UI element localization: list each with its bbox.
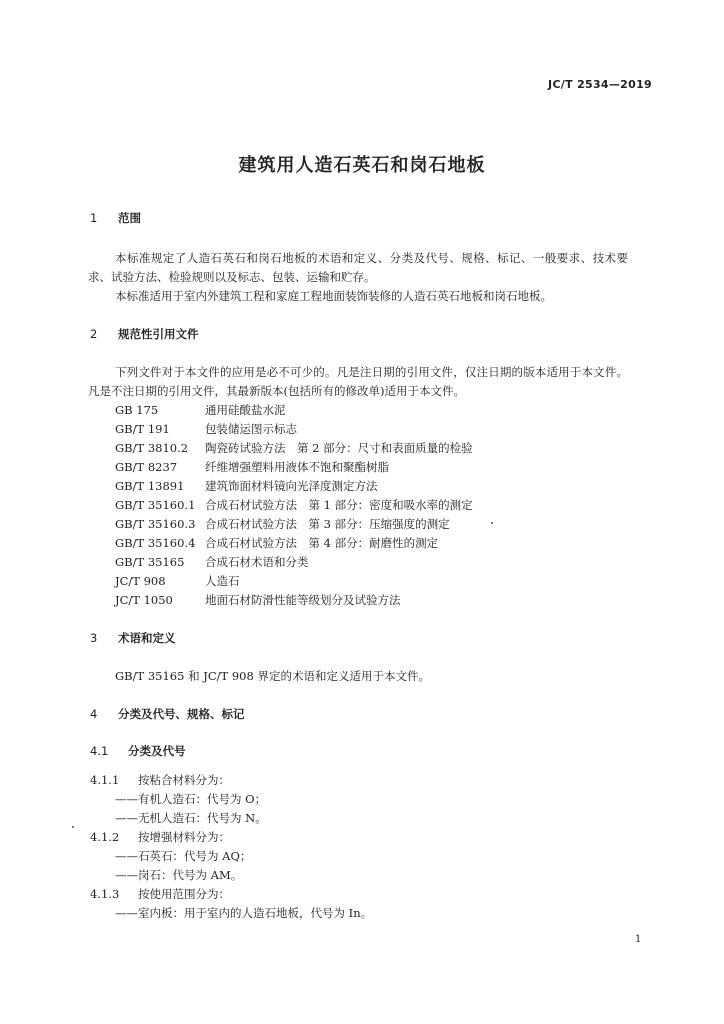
list-item: ——无机人造石：代号为 N。 (115, 811, 267, 825)
section-title: 分类及代号、规格、标记 (118, 707, 245, 721)
reference-code: GB/T 3810.2 (115, 441, 189, 455)
reference-title: 纤维增强塑料用液体不饱和聚酯树脂 (205, 460, 389, 474)
section-1-heading (90, 210, 141, 226)
reference-code: JC/T 1050 (115, 593, 173, 607)
clause-number: 4.1.1 (90, 773, 120, 787)
clause-4-1-3 (90, 886, 230, 902)
reference-code: GB/T 13891 (115, 479, 185, 493)
reference-title: 合成石材试验方法 第 3 部分：压缩强度的测定 (205, 517, 450, 531)
section-number: 3 (90, 631, 98, 645)
list-item: ——岗石：代号为 AM。 (115, 868, 243, 882)
clause-text: 按粘合材料分为： (138, 773, 230, 787)
reference-item (115, 402, 286, 418)
reference-item (115, 516, 450, 532)
clause-4-1-2 (90, 829, 230, 845)
section-number: 4.1 (90, 744, 109, 758)
reference-item (115, 497, 473, 513)
reference-title: 陶瓷砖试验方法 第 2 部分：尺寸和表面质量的检验 (205, 441, 473, 455)
paragraph-line: 求、试验方法、检验规则以及标志、包装、运输和贮存。 (88, 270, 376, 284)
reference-title: 地面石材防滑性能等级划分及试验方法 (205, 593, 401, 607)
paragraph-line: 凡是不注日期的引用文件，其最新版本(包括所有的修改单)适用于本文件。 (88, 384, 465, 398)
reference-code: GB/T 35160.1 (115, 498, 196, 512)
list-item: ——有机人造石：代号为 O； (115, 792, 267, 806)
list-item: ——石英石：代号为 AQ； (115, 849, 252, 863)
section-title: 规范性引用文件 (118, 327, 199, 341)
reference-title: 人造石 (205, 574, 240, 588)
scan-speck (491, 522, 493, 524)
reference-code: GB 175 (115, 403, 159, 417)
scan-speck (72, 826, 74, 828)
reference-code: GB/T 8237 (115, 460, 178, 474)
reference-title: 合成石材术语和分类 (205, 555, 309, 569)
section-title: 范围 (118, 211, 141, 225)
reference-title: 建筑饰面材料镜向光泽度测定方法 (205, 479, 378, 493)
reference-item (115, 459, 389, 475)
clause-text: 按增强材料分为： (138, 830, 230, 844)
reference-item (115, 535, 438, 551)
reference-item (115, 554, 309, 570)
paragraph-line: 本标准适用于室内外建筑工程和家庭工程地面装饰装修的人造石英石地板和岗石地板。 (115, 289, 552, 303)
reference-item (115, 573, 240, 589)
section-number: 2 (90, 327, 98, 341)
reference-code: GB/T 191 (115, 422, 170, 436)
list-item: ——室内板：用于室内的人造石地板，代号为 In。 (115, 906, 373, 920)
clause-text: 按使用范围分为： (138, 887, 230, 901)
subsection-4-1-heading (90, 743, 186, 759)
section-number: 1 (90, 211, 98, 225)
reference-title: 合成石材试验方法 第 1 部分：密度和吸水率的测定 (205, 498, 473, 512)
reference-title: 通用硅酸盐水泥 (205, 403, 286, 417)
reference-item (115, 421, 297, 437)
section-title: 分类及代号 (128, 744, 186, 758)
paragraph-line: 本标准规定了人造石英石和岗石地板的术语和定义、分类及代号、规格、标记、一般要求、技术要 (115, 251, 628, 265)
clause-number: 4.1.3 (90, 887, 120, 901)
section-2-heading (90, 326, 199, 342)
reference-item (115, 478, 378, 494)
clause-number: 4.1.2 (90, 830, 120, 844)
reference-code: GB/T 35165 (115, 555, 185, 569)
section-4-heading (90, 706, 245, 722)
reference-title: 合成石材试验方法 第 4 部分：耐磨性的测定 (205, 536, 439, 550)
paragraph-line: 下列文件对于本文件的应用是必不可少的。凡是注日期的引用文件，仅注日期的版本适用于本文件。 (115, 365, 628, 379)
section-title: 术语和定义 (118, 631, 176, 645)
document-title: 建筑用人造石英石和岗石地板 (238, 155, 486, 176)
reference-title: 包装储运图示标志 (205, 422, 297, 436)
section-number: 4 (90, 707, 98, 721)
section-3-heading (90, 630, 176, 646)
clause-4-1-1 (90, 772, 230, 788)
reference-code: GB/T 35160.3 (115, 517, 196, 531)
standard-code: JC/T 2534—2019 (548, 78, 652, 91)
page-number: 1 (635, 934, 642, 945)
reference-item (115, 592, 401, 608)
paragraph-line: GB/T 35165 和 JC/T 908 界定的术语和定义适用于本文件。 (115, 669, 430, 683)
reference-code: GB/T 35160.4 (115, 536, 196, 550)
reference-code: JC/T 908 (115, 574, 166, 588)
reference-item (115, 440, 473, 456)
